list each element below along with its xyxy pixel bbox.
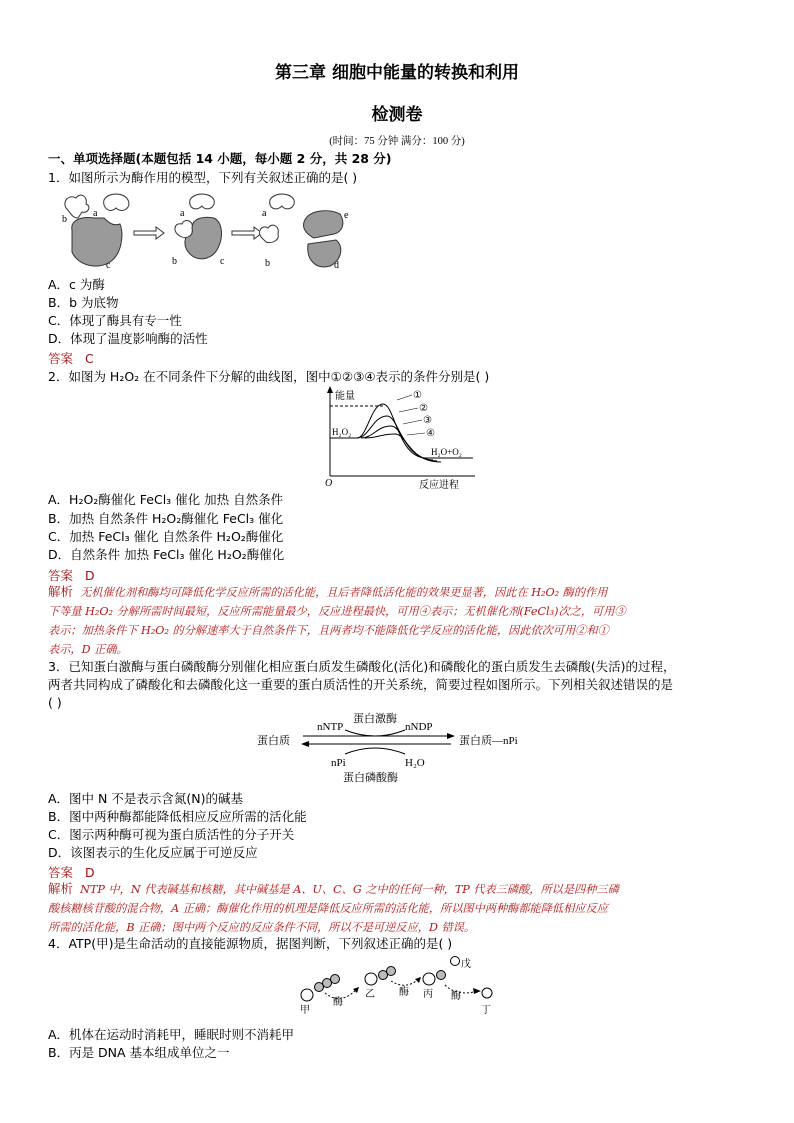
enzyme-c-1 <box>72 218 122 267</box>
series-2-label: ② <box>419 403 428 414</box>
svg-text:蛋白磷酸酶: 蛋白磷酸酶 <box>343 772 398 784</box>
origin-label: O <box>325 478 333 489</box>
q1-answer: 答案 C <box>48 351 94 366</box>
svg-text:酶: 酶 <box>451 991 461 1002</box>
svg-text:蛋白质: 蛋白质 <box>257 735 290 747</box>
svg-text:H₂O: H₂O <box>405 757 425 769</box>
end-label: H₂O+O₂ <box>431 447 462 457</box>
q3-option-d: D．该图表示的生化反应属于可逆反应 <box>48 845 258 860</box>
enzyme-model-figure <box>52 188 362 272</box>
exam-meta: (时间：75 分钟 满分：100 分) <box>329 136 465 147</box>
substrate-b-1 <box>65 195 89 218</box>
q3-stem: 3．已知蛋白激酶与蛋白磷酸酶分别催化相应蛋白质发生磷酸化(活化)和磷酸化的蛋白质发生去磷酸(失活)的过程， 两者共同构成了磷酸化和去磷酸化这一重要的蛋白质活性的开关系统，简要过程如图所示。下列相关叙述错误的是 ( ) <box>48 659 676 710</box>
svg-text:nPi: nPi <box>331 757 346 769</box>
svg-text:戊: 戊 <box>461 959 471 970</box>
svg-text:a: a <box>180 208 185 219</box>
q2-option-a: A．H₂O₂酶催化 FeCl₃ 催化 加热 自然条件 <box>48 492 284 507</box>
q1-option-b: B．b 为底物 <box>48 295 119 310</box>
svg-text:b: b <box>265 258 270 269</box>
q1-stem: 1．如图所示为酶作用的模型，下列有关叙述正确的是( ) <box>48 170 358 185</box>
q3-answer: 答案 D <box>48 865 95 880</box>
h2o2-energy-chart <box>315 386 480 494</box>
q1-option-c: C．体现了酶具有专一性 <box>48 313 182 328</box>
q3-option-a: A．图中 N 不是表示含氮(N)的碱基 <box>48 791 243 806</box>
q2-option-c: C．加热 FeCl₃ 催化 自然条件 H₂O₂酶催化 <box>48 529 284 544</box>
svg-text:蛋白质—nPi: 蛋白质—nPi <box>459 735 518 747</box>
q4-option-a: A．机体在运动时消耗甲，睡眠时则不消耗甲 <box>48 1027 295 1042</box>
q2-explanation: 解析 无机催化剂和酶均可降低化学反应所需的活化能，且后者降低活化能的效果更显著，因此在 H₂O₂ 酶的作用 下等量 H₂O₂ 分解所需时间最短，反应所需能量最少，反应进程最快，可用④表示；无机催化剂(FeCl₃)次之，可用③ 表示；加热条件下 H₂O₂ 的分解速率大于自然条件下，且两者均不能降低化学反应的活化能，因此依次可用②和① 表示，D 正确。 <box>48 584 626 656</box>
arrow-2 <box>232 227 262 239</box>
series-3-label: ③ <box>423 415 432 426</box>
chapter-title: 第三章 细胞中能量的转换和利用 <box>275 63 519 83</box>
exam-title: 检测卷 <box>371 105 423 125</box>
substrate-a-2 <box>190 194 215 209</box>
substrate-b-2 <box>175 221 192 238</box>
y-axis-label: 能量 <box>335 391 355 402</box>
svg-text:nNTP: nNTP <box>317 721 344 733</box>
series-1-label: ① <box>413 390 422 401</box>
arrow-1 <box>134 227 164 239</box>
q2-answer: 答案 D <box>48 568 95 583</box>
q4-option-b: B．丙是 DNA 基本组成单位之一 <box>48 1045 230 1060</box>
svg-text:酶: 酶 <box>399 987 409 998</box>
label-d: d <box>334 260 339 271</box>
start-label: H₂O₂ <box>332 427 352 437</box>
substrate-a-1 <box>104 194 129 210</box>
product-e <box>303 211 342 238</box>
svg-text:b: b <box>172 256 177 267</box>
label-b: b <box>62 214 67 225</box>
svg-text:乙: 乙 <box>365 989 375 1000</box>
x-axis-label: 反应进程 <box>419 480 459 491</box>
svg-text:丁: 丁 <box>481 1005 491 1016</box>
label-c: c <box>106 260 111 271</box>
svg-text:蛋白激酶: 蛋白激酶 <box>353 713 397 725</box>
q3-explanation: 解析 NTP 中，N 代表碱基和核糖，其中碱基是 A、U、C、G 之中的任何一种，TP 代表三磷酸，所以是四种三磷 酸核糖核苷酸的混合物，A 正确；酶催化作用的机理是降低反应所需的活化能，所以图中两种酶都能降低相应反应 所需的活化能，B 正确；图中两个反应的反应条件不同，所以不是可逆反应，D 错误。 <box>48 881 619 934</box>
q2-option-d: D．自然条件 加热 FeCl₃ 催化 H₂O₂酶催化 <box>48 547 285 562</box>
label-e: e <box>344 210 349 221</box>
substrate-b-3 <box>260 225 279 242</box>
svg-text:a: a <box>262 208 267 219</box>
q3-option-c: C．图示两种酶可视为蛋白质活性的分子开关 <box>48 827 295 842</box>
q1-option-a: A．c 为酶 <box>48 277 105 292</box>
svg-text:丙: 丙 <box>423 989 433 1000</box>
q1-option-d: D．体现了温度影响酶的活性 <box>48 331 208 346</box>
series-4-label: ④ <box>426 428 435 439</box>
q2-option-b: B．加热 自然条件 H₂O₂酶催化 FeCl₃ 催化 <box>48 511 284 526</box>
label-a: a <box>93 208 98 219</box>
q4-stem: 4．ATP(甲)是生命活动的直接能源物质，据图判断，下列叙述正确的是( ) <box>48 936 453 951</box>
q2-stem: 2．如图为 H₂O₂ 在不同条件下分解的曲线图，图中①②③④表示的条件分别是( ) <box>48 369 490 384</box>
svg-text:酶: 酶 <box>333 997 343 1008</box>
q3-option-b: B．图中两种酶都能降低相应反应所需的活化能 <box>48 809 307 824</box>
section-heading: 一、单项选择题(本题包括 14 小题，每小题 2 分，共 28 分) <box>48 151 392 166</box>
svg-text:c: c <box>220 256 225 267</box>
phosphorylation-diagram <box>255 708 545 786</box>
substrate-a-3 <box>270 194 295 209</box>
svg-text:甲: 甲 <box>300 1005 310 1016</box>
atp-hydrolysis-diagram <box>295 953 505 1021</box>
svg-text:nNDP: nNDP <box>405 721 433 733</box>
